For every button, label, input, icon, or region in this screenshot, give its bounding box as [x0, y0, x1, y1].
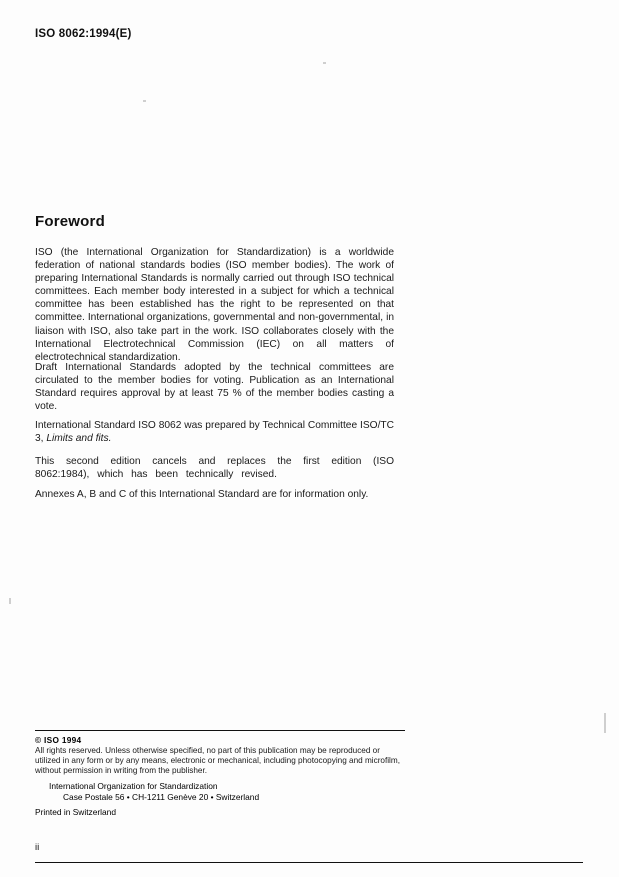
footer-divider [35, 730, 405, 731]
copyright-notice: © ISO 1994 [35, 735, 82, 745]
page-number: ii [35, 842, 40, 853]
page-title: Foreword [35, 213, 105, 230]
foreword-paragraph-3 [35, 419, 394, 445]
rights-statement: All rights reserved. Unless otherwise specified, no part of this publication may be reproduced or utilized in any form or by any means, electronic or mechanical, including photocopying and microfilm, without permission in writing from the publisher. [35, 746, 400, 775]
printed-in: Printed in Switzerland [35, 806, 116, 817]
scan-speck [323, 62, 326, 64]
scan-speck [9, 598, 11, 604]
page-footer [35, 730, 405, 817]
publisher-name: International Organization for Standardization [49, 781, 218, 792]
foreword-paragraph-2: Draft International Standards adopted by the technical committees are circulated to the member bodies for voting. Publication as an International Standard requires approval by at least 75 % of the member bodies casting a vote. [35, 362, 394, 413]
scan-speck [604, 713, 606, 733]
foreword-paragraph-5: Annexes A, B and C of this International Standard are for information only. [35, 489, 369, 500]
bottom-rule [35, 862, 583, 863]
paragraph-3-text: International Standard ISO 8062 was prepared by Technical Committee ISO/TC 3, [35, 420, 394, 445]
document-header: ISO 8062:1994(E) [35, 28, 132, 40]
scan-speck [143, 100, 146, 102]
publisher-block [49, 781, 405, 801]
foreword-paragraph-1: ISO (the International Organization for Standardization) is a worldwide federation of national standards bodies (ISO member bodies). The work of preparing International Standards is normally carried out through ISO technical committees. Each member body interested in a subject for which a technical committee has been established has the right to be represented on that committee. International organizations, governmental and non-governmental, in liaison with ISO, also take part in the work. ISO collaborates closely with the International Electrotechnical Commission (IEC) on all matters of electrotechnical standardization. [35, 247, 394, 363]
paragraph-3-italic-title: Limits and fits. [46, 433, 112, 445]
foreword-paragraph-4: This second edition cancels and replaces the first edition (ISO 8062:1984), which has been technically revised. [35, 456, 394, 481]
publisher-address: Case Postale 56 • CH-1211 Genève 20 • Switzerland [63, 791, 260, 802]
